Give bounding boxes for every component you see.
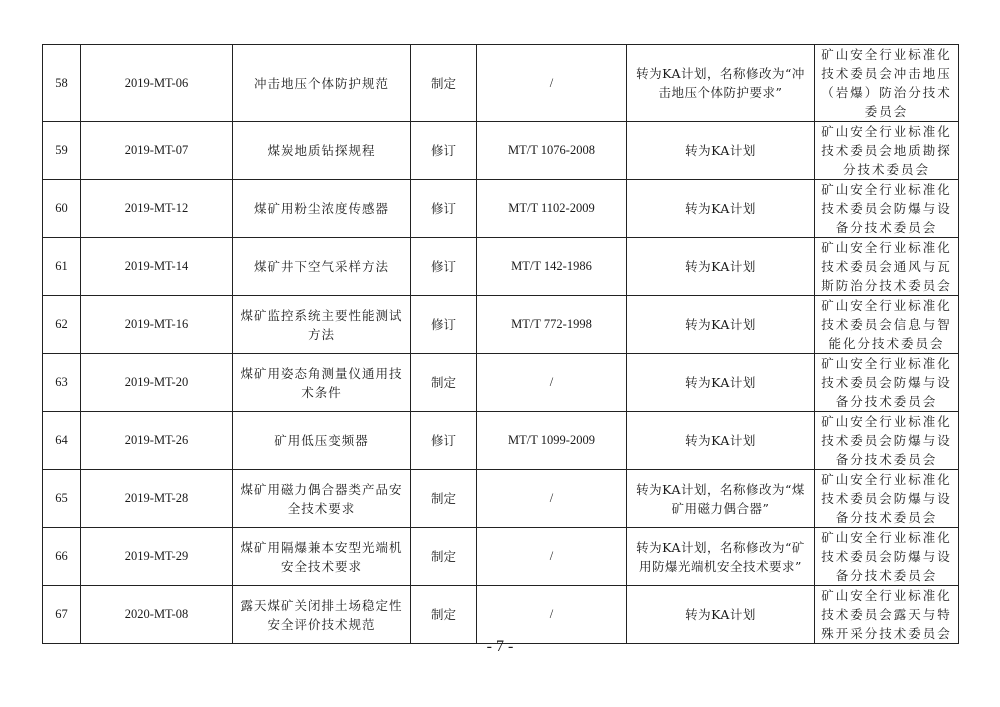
table-row	[43, 470, 959, 528]
committee-cell: 矿山安全行业标准化技术委员会地质勘探分技术委员会	[815, 122, 959, 180]
replaced-standard-cell: /	[477, 45, 627, 122]
table-row	[43, 586, 959, 644]
table-row	[43, 180, 959, 238]
row-number-cell: 64	[43, 412, 81, 470]
revision-type-cell: 制定	[411, 354, 477, 412]
table-row	[43, 354, 959, 412]
remark-cell: 转为KA计划	[627, 296, 815, 354]
remark-cell: 转为KA计划	[627, 238, 815, 296]
committee-cell: 矿山安全行业标准化技术委员会露天与特殊开采分技术委员会	[815, 586, 959, 644]
revision-type-cell: 修订	[411, 238, 477, 296]
row-number-cell: 58	[43, 45, 81, 122]
table-row	[43, 45, 959, 122]
standard-name-cell: 煤矿用粉尘浓度传感器	[233, 180, 411, 238]
plan-number-cell: 2019-MT-29	[81, 528, 233, 586]
replaced-standard-cell: /	[477, 528, 627, 586]
row-number-cell: 61	[43, 238, 81, 296]
row-number-cell: 60	[43, 180, 81, 238]
remark-cell: 转为KA计划	[627, 122, 815, 180]
revision-type-cell: 修订	[411, 180, 477, 238]
committee-cell: 矿山安全行业标准化技术委员会防爆与设备分技术委员会	[815, 470, 959, 528]
row-number-cell: 66	[43, 528, 81, 586]
standard-name-cell: 煤矿用隔爆兼本安型光端机安全技术要求	[233, 528, 411, 586]
remark-cell: 转为KA计划	[627, 586, 815, 644]
standard-name-cell: 冲击地压个体防护规范	[233, 45, 411, 122]
table-row	[43, 528, 959, 586]
row-number-cell: 67	[43, 586, 81, 644]
plan-number-cell: 2019-MT-14	[81, 238, 233, 296]
replaced-standard-cell: /	[477, 470, 627, 528]
replaced-standard-cell: MT/T 772-1998	[477, 296, 627, 354]
replaced-standard-cell: /	[477, 354, 627, 412]
plan-number-cell: 2019-MT-16	[81, 296, 233, 354]
revision-type-cell: 修订	[411, 296, 477, 354]
replaced-standard-cell: /	[477, 586, 627, 644]
standard-name-cell: 煤矿用磁力偶合器类产品安全技术要求	[233, 470, 411, 528]
row-number-cell: 62	[43, 296, 81, 354]
plan-number-cell: 2019-MT-06	[81, 45, 233, 122]
revision-type-cell: 修订	[411, 122, 477, 180]
table-row	[43, 122, 959, 180]
standard-name-cell: 露天煤矿关闭排土场稳定性安全评价技术规范	[233, 586, 411, 644]
remark-cell: 转为KA计划，名称修改为“冲击地压个体防护要求”	[627, 45, 815, 122]
replaced-standard-cell: MT/T 142-1986	[477, 238, 627, 296]
committee-cell: 矿山安全行业标准化技术委员会防爆与设备分技术委员会	[815, 354, 959, 412]
replaced-standard-cell: MT/T 1099-2009	[477, 412, 627, 470]
replaced-standard-cell: MT/T 1076-2008	[477, 122, 627, 180]
row-number-cell: 63	[43, 354, 81, 412]
row-number-cell: 65	[43, 470, 81, 528]
plan-number-cell: 2019-MT-12	[81, 180, 233, 238]
table-body	[43, 45, 959, 644]
standard-name-cell: 煤矿用姿态角测量仪通用技术条件	[233, 354, 411, 412]
page-number: - 7 -	[486, 638, 514, 655]
standard-name-cell: 煤矿井下空气采样方法	[233, 238, 411, 296]
standards-table	[42, 44, 959, 644]
remark-cell: 转为KA计划	[627, 180, 815, 238]
standard-name-cell: 煤矿监控系统主要性能测试方法	[233, 296, 411, 354]
table-row	[43, 412, 959, 470]
revision-type-cell: 制定	[411, 586, 477, 644]
revision-type-cell: 制定	[411, 470, 477, 528]
table-row	[43, 296, 959, 354]
committee-cell: 矿山安全行业标准化技术委员会通风与瓦斯防治分技术委员会	[815, 238, 959, 296]
committee-cell: 矿山安全行业标准化技术委员会冲击地压（岩爆）防治分技术委员会	[815, 45, 959, 122]
remark-cell: 转为KA计划	[627, 412, 815, 470]
committee-cell: 矿山安全行业标准化技术委员会防爆与设备分技术委员会	[815, 528, 959, 586]
committee-cell: 矿山安全行业标准化技术委员会防爆与设备分技术委员会	[815, 180, 959, 238]
row-number-cell: 59	[43, 122, 81, 180]
committee-cell: 矿山安全行业标准化技术委员会信息与智能化分技术委员会	[815, 296, 959, 354]
replaced-standard-cell: MT/T 1102-2009	[477, 180, 627, 238]
plan-number-cell: 2019-MT-28	[81, 470, 233, 528]
remark-cell: 转为KA计划，名称修改为“矿用防爆光端机安全技术要求”	[627, 528, 815, 586]
revision-type-cell: 修订	[411, 412, 477, 470]
plan-number-cell: 2019-MT-07	[81, 122, 233, 180]
remark-cell: 转为KA计划，名称修改为“煤矿用磁力偶合器”	[627, 470, 815, 528]
table-row	[43, 238, 959, 296]
plan-number-cell: 2019-MT-26	[81, 412, 233, 470]
revision-type-cell: 制定	[411, 528, 477, 586]
committee-cell: 矿山安全行业标准化技术委员会防爆与设备分技术委员会	[815, 412, 959, 470]
plan-number-cell: 2019-MT-20	[81, 354, 233, 412]
remark-cell: 转为KA计划	[627, 354, 815, 412]
standard-name-cell: 煤炭地质钻探规程	[233, 122, 411, 180]
revision-type-cell: 制定	[411, 45, 477, 122]
plan-number-cell: 2020-MT-08	[81, 586, 233, 644]
standard-name-cell: 矿用低压变频器	[233, 412, 411, 470]
